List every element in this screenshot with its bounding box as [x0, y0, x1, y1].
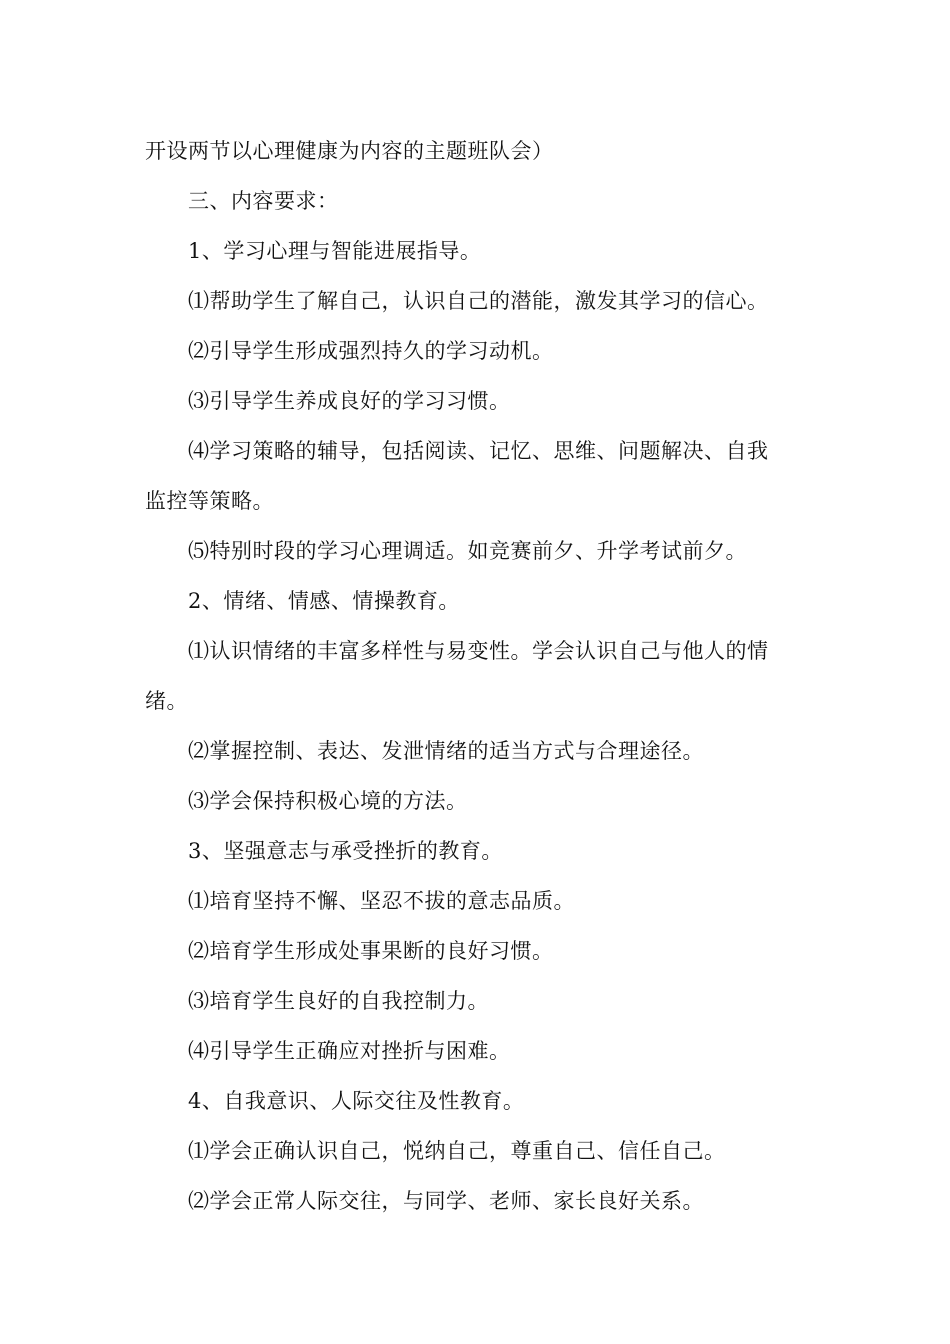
document-body [145, 131, 817, 1231]
subsection-heading: 2、情绪、情感、情操教育。 [188, 589, 460, 613]
list-item: ⑷引导学生正确应对挫折与困难。 [188, 1039, 511, 1063]
list-item: ⑷学习策略的辅导，包括阅读、记忆、思维、问题解决、自我 [188, 439, 769, 463]
list-item: ⑵引导学生形成强烈持久的学习动机。 [188, 339, 554, 363]
list-item: ⑴帮助学生了解自己，认识自己的潜能，激发其学习的信心。 [188, 289, 769, 313]
list-item: ⑵掌握控制、表达、发泄情绪的适当方式与合理途径。 [188, 739, 704, 763]
subsection-heading: 1、学习心理与智能进展指导。 [188, 239, 482, 263]
list-item: ⑶学会保持积极心境的方法。 [188, 789, 468, 813]
list-item: ⑴学会正确认识自己，悦纳自己，尊重自己、信任自己。 [188, 1139, 726, 1163]
text-line: 开设两节以心理健康为内容的主题班队会） [145, 139, 554, 163]
list-item: ⑵学会正常人际交往，与同学、老师、家长良好关系。 [188, 1189, 704, 1213]
list-item: ⑴认识情绪的丰富多样性与易变性。学会认识自己与他人的情 [188, 639, 769, 663]
list-item: ⑶引导学生养成良好的学习习惯。 [188, 389, 511, 413]
list-item: ⑵培育学生形成处事果断的良好习惯。 [188, 939, 554, 963]
list-item-continuation: 监控等策略。 [145, 489, 274, 513]
list-item: ⑴培育坚持不懈、坚忍不拔的意志品质。 [188, 889, 575, 913]
section-heading: 三、内容要求： [188, 189, 339, 213]
list-item-continuation: 绪。 [145, 689, 188, 713]
subsection-heading: 3、坚强意志与承受挫折的教育。 [188, 839, 503, 863]
subsection-heading: 4、自我意识、人际交往及性教育。 [188, 1089, 525, 1113]
list-item: ⑶培育学生良好的自我控制力。 [188, 989, 489, 1013]
list-item: ⑸特别时段的学习心理调适。如竞赛前夕、升学考试前夕。 [188, 539, 747, 563]
